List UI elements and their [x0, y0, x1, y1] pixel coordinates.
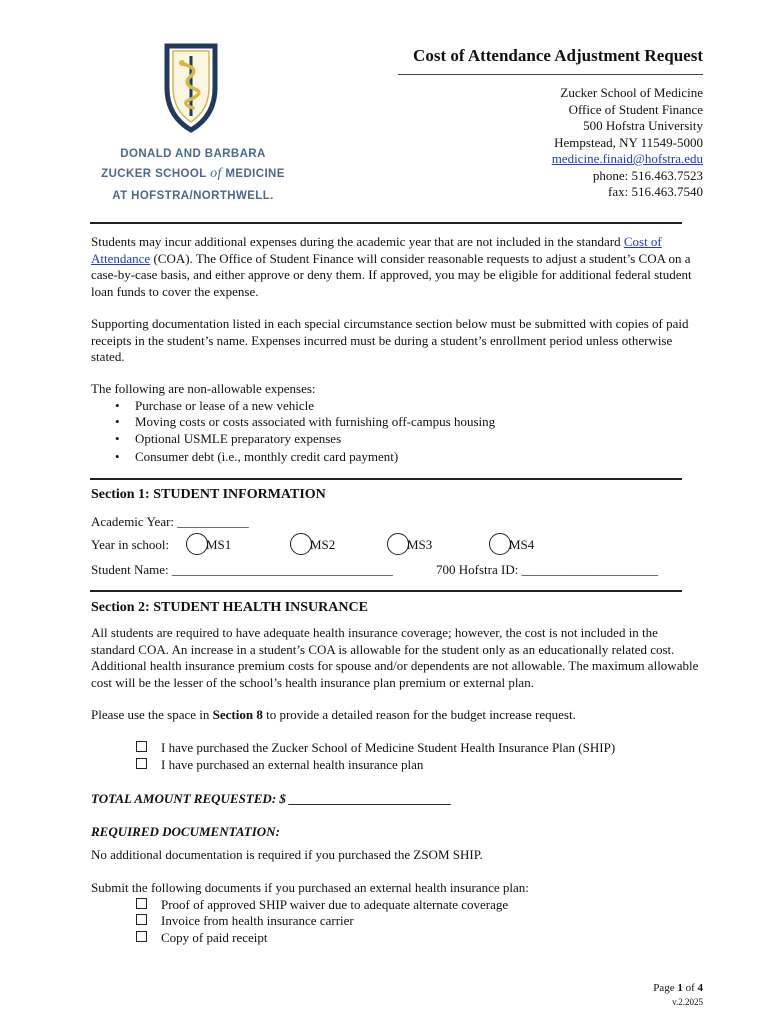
page-title: Cost of Attendance Adjustment Request — [413, 46, 703, 65]
logo-line-1: DONALD AND BARBARA — [120, 148, 266, 160]
list-item: • Purchase or lease of a new vehicle — [135, 398, 703, 415]
header-divider — [90, 222, 682, 224]
address-line: Office of Student Finance — [568, 101, 703, 117]
page-number: Page 1 of 4 — [653, 982, 703, 994]
academic-year-field[interactable]: Academic Year: ___________ — [91, 514, 249, 529]
section-8-instruction: Please use the space in Section 8 to provide a detailed reason for the budget increase request. — [91, 707, 576, 722]
logo-line-2: ZUCKER SCHOOL of MEDICINE — [101, 166, 285, 181]
radio-circle-icon[interactable] — [387, 533, 409, 555]
list-item: • Moving costs or costs associated with furnishing off-campus housing — [135, 414, 703, 431]
radio-ms4[interactable]: MS4 — [489, 533, 534, 555]
school-logo — [88, 42, 298, 212]
doc-waiver-item[interactable]: Proof of approved SHIP waiver due to adequate alternate coverage — [136, 897, 508, 914]
doc-receipt-item[interactable]: Copy of paid receipt — [136, 930, 268, 947]
title-divider — [398, 74, 703, 75]
documentation-paragraph: Supporting documentation listed in each special circumstance section below must be submitted with copies of paid receipts in the student’s name. Expenses incurred must be during a student’s enrollment period unless otherwise stated. — [91, 316, 689, 364]
student-name-field[interactable]: Student Name: __________________________________ — [91, 562, 393, 577]
section-divider — [90, 478, 682, 480]
external-plan-option[interactable]: I have purchased an external health insurance plan — [136, 757, 423, 774]
doc-invoice-item[interactable]: Invoice from health insurance carrier — [136, 913, 354, 930]
version-label: v.2.2025 — [672, 997, 703, 1007]
office-address — [460, 85, 703, 201]
address-line: 500 Hofstra University — [583, 118, 703, 133]
list-item: • Consumer debt (i.e., monthly credit card payment) — [135, 449, 703, 466]
health-insurance-paragraph: All students are required to have adequate health insurance coverage; however, the cost is not included in the standard COA. An increase in a student’s COA is allowable for the student only as an educationally related cost. Additional health insurance premium costs for spouse and/or dependents are not allowable. The maximum allowable cost will be the lesser of the school’s health insurance plan premium or external plan. — [91, 625, 699, 690]
page-footer — [600, 981, 703, 1009]
email-link[interactable]: medicine.finaid@hofstra.edu — [551, 151, 703, 166]
non-allowable-block — [91, 381, 703, 466]
checkbox-icon[interactable] — [136, 898, 147, 909]
phone-number: phone: 516.463.7523 — [592, 167, 703, 183]
submit-documents-intro: Submit the following documents if you purchased an external health insurance plan: — [91, 880, 529, 895]
radio-circle-icon[interactable] — [186, 533, 208, 555]
radio-ms2[interactable]: MS2 — [290, 533, 335, 555]
shield-caduceus-icon — [163, 42, 219, 134]
section-divider — [90, 590, 682, 592]
total-amount-field[interactable]: TOTAL AMOUNT REQUESTED: $ _________________________ — [91, 791, 452, 806]
checkbox-icon[interactable] — [136, 758, 147, 769]
list-item: • Optional USMLE preparatory expenses — [135, 431, 703, 448]
section-1-heading: Section 1: STUDENT INFORMATION — [91, 487, 326, 502]
logo-line-3: AT HOFSTRA/NORTHWELL. — [112, 190, 274, 202]
section-2-heading: Section 2: STUDENT HEALTH INSURANCE — [91, 600, 368, 615]
hofstra-id-field[interactable]: 700 Hofstra ID: _____________________ — [436, 562, 659, 577]
required-documentation-label: REQUIRED DOCUMENTATION: — [91, 824, 280, 839]
checkbox-icon[interactable] — [136, 931, 147, 942]
radio-ms1[interactable]: MS1 — [186, 533, 231, 555]
radio-circle-icon[interactable] — [489, 533, 511, 555]
radio-ms3[interactable]: MS3 — [387, 533, 432, 555]
checkbox-icon[interactable] — [136, 914, 147, 925]
address-line: Hempstead, NY 11549-5000 — [554, 134, 703, 150]
non-allowable-heading: The following are non-allowable expenses: — [91, 381, 316, 396]
radio-circle-icon[interactable] — [290, 533, 312, 555]
year-in-school-label: Year in school: — [91, 537, 170, 552]
intro-paragraph: Students may incur additional expenses during the academic year that are not included in the standard Cost of Attendance (COA). The Office of Student Finance will consider reasonable requests to adjust a student’s COA on a case-by-case basis, and either approve or deny them. If approved, you may be eligible for additional federal student loan funds to cover the expense. — [91, 234, 692, 299]
checkbox-icon[interactable] — [136, 741, 147, 752]
no-documentation-note: No additional documentation is required if you purchased the ZSOM SHIP. — [91, 847, 483, 862]
ship-option[interactable]: I have purchased the Zucker School of Medicine Student Health Insurance Plan (SHIP) — [136, 740, 615, 757]
cost-of-attendance-link[interactable]: Cost of Attendance — [91, 234, 662, 266]
fax-number: fax: 516.463.7540 — [608, 184, 703, 199]
address-line: Zucker School of Medicine — [560, 85, 703, 100]
